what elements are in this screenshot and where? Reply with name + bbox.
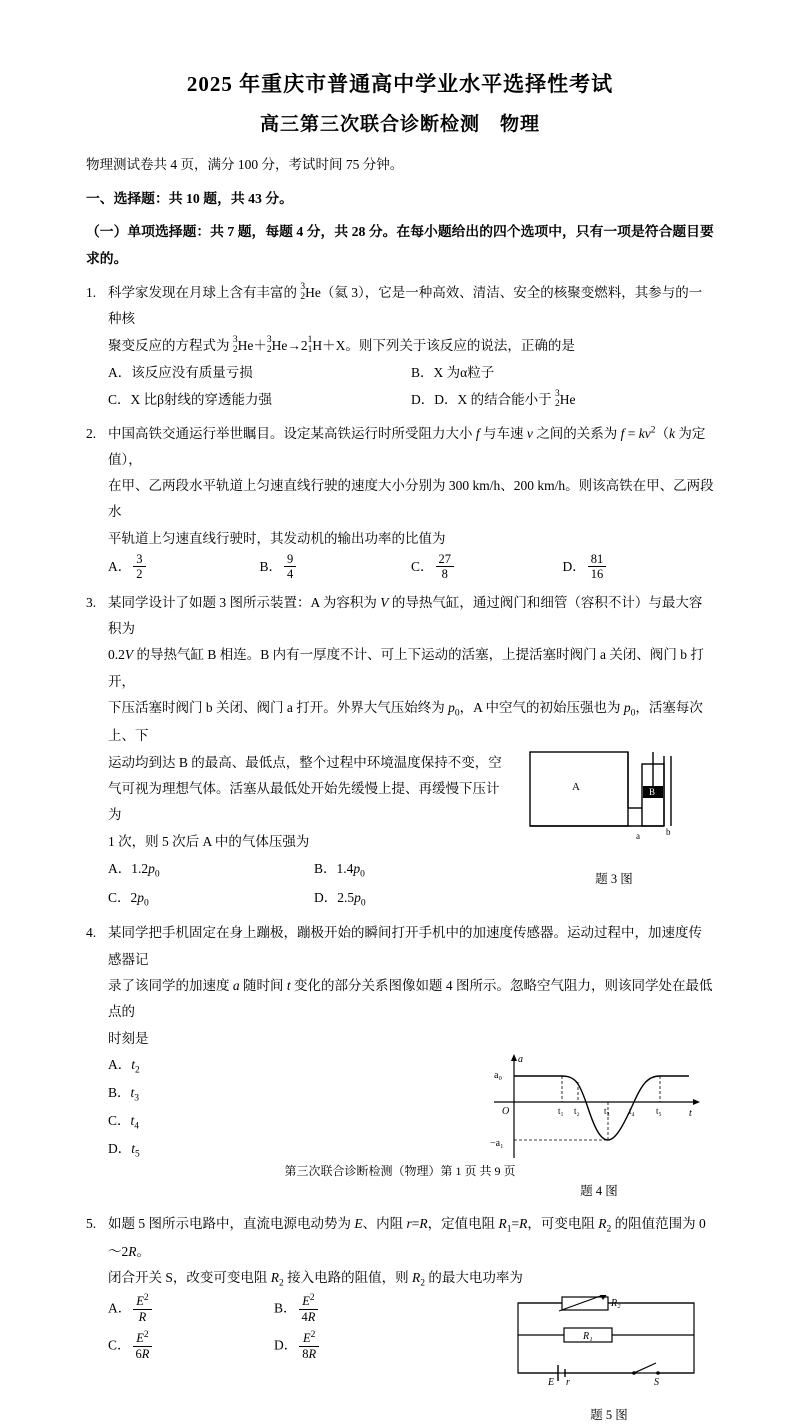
question-1 [86, 280, 714, 414]
question-2-option-A[interactable]: A． $\frac{3}{2}$ [108, 553, 260, 583]
exam-page [0, 68, 800, 1422]
question-3-options-row-2 [108, 885, 506, 913]
question-3-figure [514, 746, 714, 892]
question-5-stem-line1: 如题 5 图所示电路中，直流电源电动势为 E、内阻 r=R，定值电阻 $R_1=R$，可变电阻 $R_2$ 的阻值范围为 0～2R。 [108, 1215, 706, 1259]
section-1-heading: 一、选择题：共 10 题，共 43 分。 [86, 191, 293, 207]
svg-text:E: E [548, 1377, 555, 1389]
question-2-stem-line1: 中国高铁交通运行举世瞩目。设定某高铁运行时所受阻力大小 f 与车速 v 之间的关系为 $f = kv^2(k$ 为定值）， [108, 425, 706, 467]
question-3-option-B[interactable]: B．$1.4p_0$ [314, 860, 365, 880]
question-4-stem-line2: 录了该同学的加速度 a 随时间 t 变化的部分关系图像如题 4 图所示。忽略空气阻力，则该同学处在最低点的 [108, 977, 713, 1020]
question-1-body [108, 280, 714, 414]
svg-text:t: t [689, 1107, 692, 1119]
question-5-options-row-2 [108, 1331, 496, 1362]
question-4-stem-line1: 某同学把手机固定在身上蹦极，蹦极开始的瞬间打开手机中的加速度传感器。运动过程中，加速度传感器记 [108, 925, 702, 967]
question-5-options-row-1 [108, 1294, 496, 1325]
question-1-option-B[interactable]: B．X 为α粒子 [411, 364, 495, 380]
question-4-option-B[interactable]: B．$t_3$ [108, 1085, 140, 1104]
svg-text:t₄: t₄ [629, 1105, 635, 1116]
question-5-stem-line2: 闭合开关 S，改变可变电阻 $R_2$ 接入电路的阻值，则 $R_2$ 的最大电功率为 [108, 1270, 523, 1289]
page-title-line1: 2025 年重庆市普通高中学业水平选择性考试 [186, 72, 614, 96]
page-title-line2: 高三第三次联合诊断检测 物理 [259, 114, 540, 135]
question-3-option-A[interactable]: A．$1.2p_0$ [108, 860, 160, 880]
figure-label-valve-b: b [666, 826, 671, 837]
question-3-option-C[interactable]: C．$2p_0$ [108, 890, 149, 909]
question-5-circuit [504, 1295, 714, 1391]
question-4-option-A[interactable]: A．$t_2$ [108, 1056, 140, 1076]
page-footer: 第三次联合诊断检测（物理）第 1 页 共 9 页 [284, 1164, 516, 1178]
question-4-graph [484, 1050, 714, 1168]
svg-text:a₀: a₀ [494, 1069, 502, 1081]
question-3-stem-line6: 1 次，则 5 次后 A 中的气体压强为 [108, 833, 310, 849]
question-2-body [108, 421, 714, 583]
svg-text:t₁: t₁ [558, 1105, 564, 1116]
question-2 [86, 421, 714, 583]
svg-text:a: a [518, 1053, 523, 1065]
figure-label-B: B [649, 786, 656, 797]
svg-text:t₅: t₅ [656, 1105, 662, 1116]
question-5-figure [504, 1295, 714, 1427]
question-2-option-D[interactable]: D． $\frac{81}{16}$ [563, 553, 715, 583]
question-5-body [108, 1211, 714, 1427]
svg-text:R₁: R₁ [583, 1331, 593, 1343]
question-4-option-D[interactable]: D．$t_5$ [108, 1141, 140, 1161]
question-2-stem-line2: 在甲、乙两段水平轨道上匀速直线行驶的速度大小分别为 300 km/h、200 km/h。则该高铁在甲、乙两段水 [108, 478, 714, 520]
question-1-options-row-1 [108, 360, 714, 386]
svg-text:t₃: t₃ [604, 1105, 610, 1116]
figure-label-A: A [572, 780, 580, 793]
question-4-number: 4. [86, 925, 97, 941]
question-3-body [108, 590, 714, 913]
document-body [86, 152, 714, 1427]
question-1-option-D[interactable]: D．D．X 的结合能小于 3 2 He [411, 389, 576, 410]
svg-text:t₂: t₂ [574, 1105, 580, 1116]
question-3-stem-line1: 某同学设计了如题 3 图所示装置：A 为容积为 V 的导热气缸，通过阀门和细管（容积不计）与最大容积为 [108, 594, 703, 637]
question-4-figure [484, 1050, 714, 1204]
question-5 [86, 1211, 714, 1427]
question-1-number: 1. [86, 284, 97, 300]
question-5-option-C[interactable]: C． $\frac{E^2}{6R}$ [108, 1331, 194, 1362]
question-2-option-B[interactable]: B． $\frac{9}{4}$ [260, 553, 412, 583]
question-2-option-C[interactable]: C． $\frac{27}{8}$ [411, 553, 563, 583]
question-1-stem-line2: 聚变反应的方程式为 3 2 He＋ 3 2 He→2 1 1 H＋X。则下列关于该反应的说法，正确的是 [108, 334, 575, 355]
question-3-stem-line5: 气可视为理想气体。活塞从最低处开始先缓慢上提、再缓慢下压计为 [108, 780, 500, 823]
question-3-number: 3. [86, 594, 97, 610]
question-4-option-C[interactable]: C．$t_4$ [108, 1113, 140, 1132]
question-2-stem-line3: 平轨道上匀速直线行驶时，其发动机的输出功率的比值为 [108, 530, 446, 546]
figure-label-valve-a: a [636, 830, 640, 841]
svg-text:O: O [502, 1105, 510, 1117]
question-3-diagram [514, 746, 714, 856]
svg-text:−a₁: −a₁ [490, 1137, 504, 1149]
question-4-figure-caption: 题 4 图 [580, 1184, 618, 1199]
part-1-heading: （一）单项选择题：共 7 题，每题 4 分，共 28 分。在每小题给出的四个选项中，只有一项是符合题目要求的。 [86, 224, 714, 267]
svg-text:S: S [654, 1377, 659, 1389]
question-3-stem-line3: 下压活塞时阀门 b 关闭、阀门 a 打开。外界大气压始终为 $p_0$，A 中空气的初始压强也为 $p_0$，活塞每次上、下 [108, 700, 703, 744]
question-1-stem-line1: 科学家发现在月球上含有丰富的 3 2 He（氦 3），它是一种高效、清洁、安全的核聚变燃料，其参与的一种核 [108, 281, 703, 327]
question-3-stem-line2: 0.2V 的导热气缸 B 相连。B 内有一厚度不计、可上下运动的活塞，上提活塞时阀门 a 关闭、阀门 b 打开， [108, 647, 704, 689]
question-3-figure-caption: 题 3 图 [595, 871, 633, 886]
svg-text:R₂: R₂ [611, 1298, 621, 1310]
question-2-options-row-1 [108, 553, 714, 583]
question-3-option-D[interactable]: D．$2.5p_0$ [314, 890, 366, 909]
question-2-number: 2. [86, 425, 97, 441]
question-3-stem-line4: 运动均到达 B 的最高、最低点，整个过程中环境温度保持不变，空 [108, 754, 502, 770]
question-5-option-B[interactable]: B． $\frac{E^2}{4R}$ [274, 1294, 360, 1325]
question-1-option-C[interactable]: C．X 比β射线的穿透能力强 [108, 392, 273, 408]
svg-text:r: r [566, 1377, 570, 1389]
question-5-number: 5. [86, 1215, 97, 1231]
question-1-options-row-2 [108, 387, 714, 413]
question-3-options-row-1 [108, 856, 506, 884]
question-1-option-A[interactable]: A．该反应没有质量亏损 [108, 364, 253, 380]
question-3 [86, 590, 714, 913]
exam-instruction: 物理测试卷共 4 页，满分 100 分，考试时间 75 分钟。 [86, 157, 404, 172]
question-4-stem-line3: 时刻是 [108, 1030, 149, 1046]
question-5-option-D[interactable]: D． $\frac{E^2}{8R}$ [274, 1331, 360, 1362]
question-5-figure-caption: 题 5 图 [590, 1407, 628, 1422]
question-5-option-A[interactable]: A． $\frac{E^2}{R}$ [108, 1294, 194, 1325]
